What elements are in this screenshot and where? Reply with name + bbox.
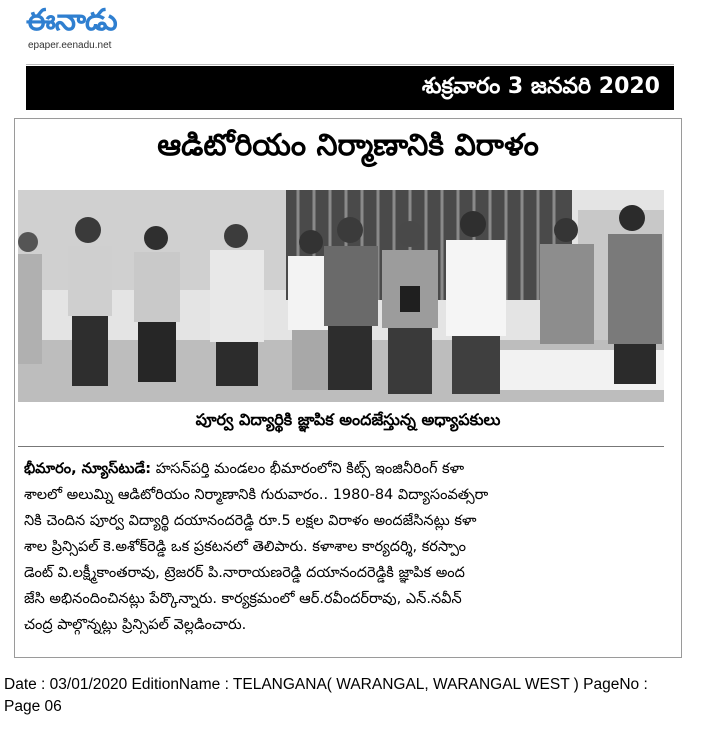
date-bar — [26, 66, 674, 110]
article-line-5: డెంట్‌ వి.లక్ష్మీకాంతరావు, ట్రెజరర్‌ పి.నారాయణరెడ్డి దయానందరెడ్డికి జ్ఞాపిక అంద — [24, 565, 465, 581]
article-line-6: జేసి అభినందించినట్లు పేర్కొన్నారు. కార్యక్రమంలో ఆర్‌.రవీందర్‌రావు, ఎన్‌.నవీన్‌ — [24, 591, 462, 607]
article-line-7: చంద్ర పాల్గొన్నట్లు ప్రిన్సిపల్‌ వెల్లడించారు. — [24, 617, 247, 633]
photo-caption: పూర్వ విద్యార్థికి జ్ఞాపిక అందజేస్తున్న అధ్యాపకులు — [195, 410, 501, 429]
article-line-4: శాల ప్రిన్సిపల్‌ కె.అశోక్‌రెడ్డి ఒక ప్రకటనలో తెలిపారు. కళాశాల కార్యదర్శి, కరస్పాం — [24, 539, 467, 555]
edition-footer — [4, 674, 704, 718]
edition-date: శుక్రవారం 3 జనవరి 2020 — [421, 74, 660, 99]
article-body — [24, 456, 664, 638]
footer-line-2: Page 06 — [4, 698, 62, 715]
article-line-3: నికి చెందిన పూర్వ విద్యార్థి దయానందరెడ్డి రూ.5 లక్షల విరాళం అందజేసినట్లు కళా — [24, 513, 477, 529]
caption-divider — [18, 446, 664, 447]
top-divider — [26, 64, 674, 65]
article-line-1-text: హసన్‌పర్తి మండలం భీమారంలోని కిట్స్‌ ఇంజినీరింగ్‌ కళా — [151, 461, 465, 477]
eenadu-logo[interactable] — [26, 4, 156, 54]
article-headline: ఆడిటోరియం నిర్మాణానికి విరాళం — [157, 128, 539, 163]
logo-wordmark: ఈనాడు — [26, 3, 117, 38]
article-dateline: భీమారం, న్యూస్‌టుడే: — [24, 461, 152, 477]
site-url: epaper.eenadu.net — [28, 40, 112, 51]
article-line-1 — [24, 456, 664, 482]
news-photo — [18, 190, 664, 402]
article-line-2: శాలలో అలుమ్ని ఆడిటోరియం నిర్మాణానికి గురువారం.. 1980-84 విద్యాసంవత్సరా — [24, 487, 489, 503]
footer-line-1: Date : 03/01/2020 EditionName : TELANGANA( WARANGAL, WARANGAL WEST ) PageNo : — [4, 676, 648, 693]
